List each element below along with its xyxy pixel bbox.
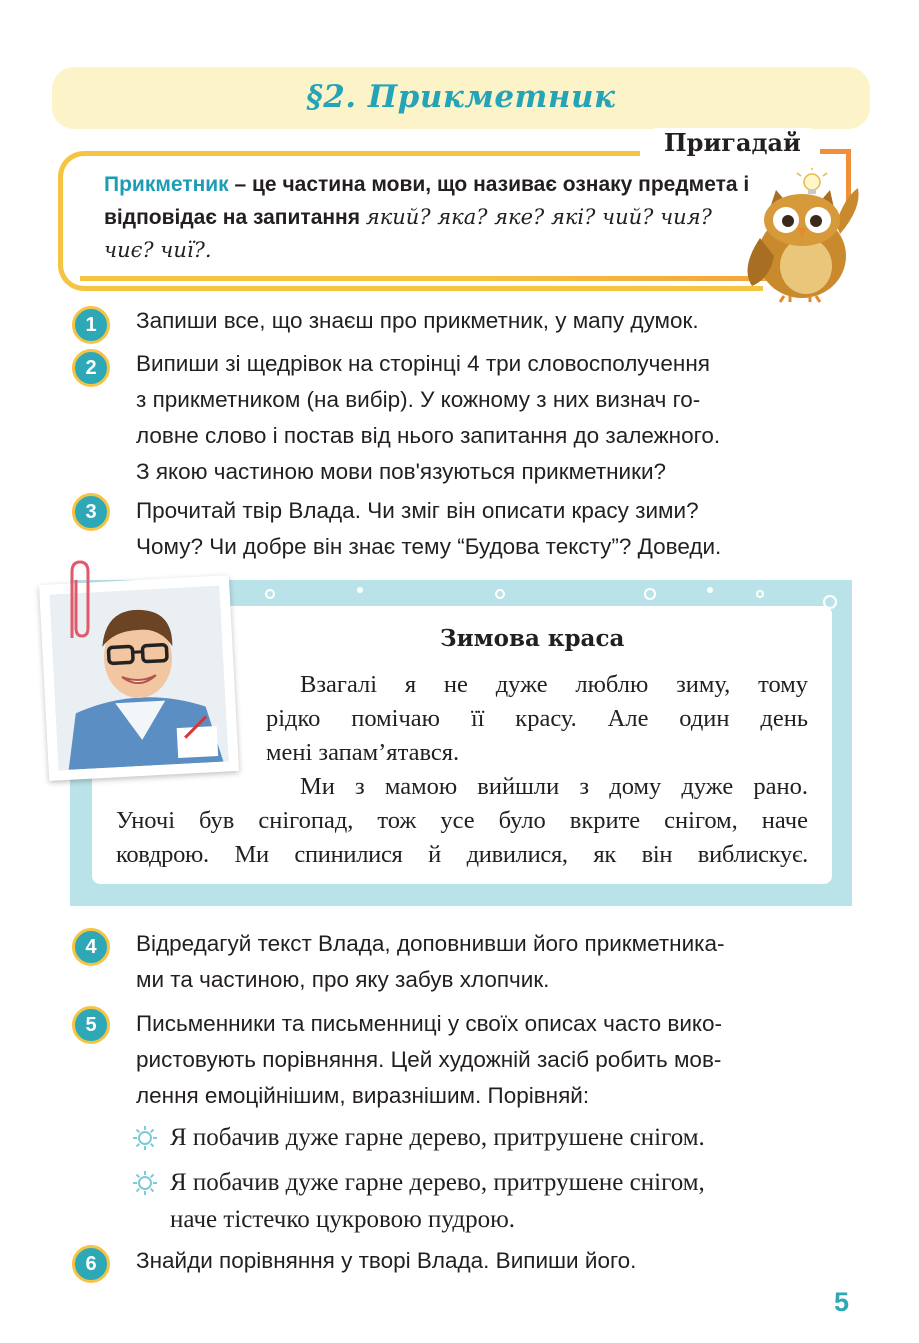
task-line: Випиши зі щедрівок на сторінці 4 три словосполучення [136,351,710,376]
example-line: наче тістечко цукровою пудрою. [170,1206,515,1233]
task-line: Прочитай твір Влада. Чи зміг він описати красу зими? [136,498,699,523]
task-3-text [136,493,856,565]
decorative-dots [240,580,852,610]
example-line: Я побачив дуже гарне дерево, притрушене снігом. [170,1124,705,1151]
task-5-text [136,1006,856,1114]
story-line: Взагалі я не дуже люблю зиму, тому [300,671,808,698]
story-line: мені запам’ятався. [266,739,460,766]
page-title: §2. Прикметник [306,79,616,115]
task-number-badge: 5 [72,1006,110,1044]
remember-title: Пригадай [654,128,811,157]
remember-definition [104,168,754,267]
task-line: ловне слово і постав від нього запитання до залежного. [136,423,721,448]
task-line: ристовують порівняння. Цей художній засіб робить мов- [136,1047,722,1072]
story-line: Ми з мамою вийшли з дому дуже рано. [300,773,808,800]
task-line: з прикметником (на вибір). У кожному з них визнач го- [136,387,701,412]
owl-illustration [740,168,870,303]
page-number: 5 [834,1287,850,1317]
remember-frame-bottom [80,276,780,281]
task-number-badge: 6 [72,1245,110,1283]
paperclip-icon [62,558,96,648]
task-2-text [136,346,856,490]
task-number-badge: 1 [72,306,110,344]
task-number-badge: 4 [72,928,110,966]
task-line: Письменники та письменниці у своїх описах часто вико- [136,1011,723,1036]
story-line: Уночі був снігопад, тож усе було вкрите снігом, наче [116,807,808,834]
lightbulb-icon [797,168,827,194]
story-title: Зимова краса [440,625,625,652]
task-line: З якою частиною мови пов'язуються прикметники? [136,459,667,484]
task-number-badge: 2 [72,349,110,387]
remember-corner-horizontal [818,149,851,154]
task-line: Чому? Чи добре він знає тему “Будова тексту”? Доведи. [136,534,722,559]
task-1-text [136,303,699,339]
task-line: Відредагуй текст Влада, доповнивши його прикметника- [136,931,725,956]
example-line: Я побачив дуже гарне дерево, притрушене снігом, [170,1169,705,1196]
task-4-text [136,926,856,998]
definition-term: Прикметник [104,173,229,196]
example-2 [170,1164,705,1238]
sun-bullet-icon [132,1170,158,1196]
example-1 [170,1119,705,1156]
task-line: лення емоційнішим, виразнішим. Порівняй: [136,1083,590,1108]
task-6-text [136,1243,636,1279]
task-line: Знайди порівняння у творі Влада. Випиши його. [136,1248,637,1273]
title-banner [52,67,870,129]
definition-questions: який? яка? яке? які? чий? чия? чиє? чиї?. [104,205,712,262]
sun-bullet-icon [132,1125,158,1151]
task-number-badge: 3 [72,493,110,531]
story-line: ковдрою. Ми спинилися й дивилися, як він виблискує. [116,841,808,868]
story-line: рідко помічаю її красу. Але один день [266,705,808,732]
task-line: ми та частиною, про яку забув хлопчик. [136,967,550,992]
definition-body: – це частина мови, що називає ознаку предмета і відповідає на запитання [104,173,750,229]
task-line: Запиши все, що знаєш про прикметник, у мапу думок. [136,308,699,333]
